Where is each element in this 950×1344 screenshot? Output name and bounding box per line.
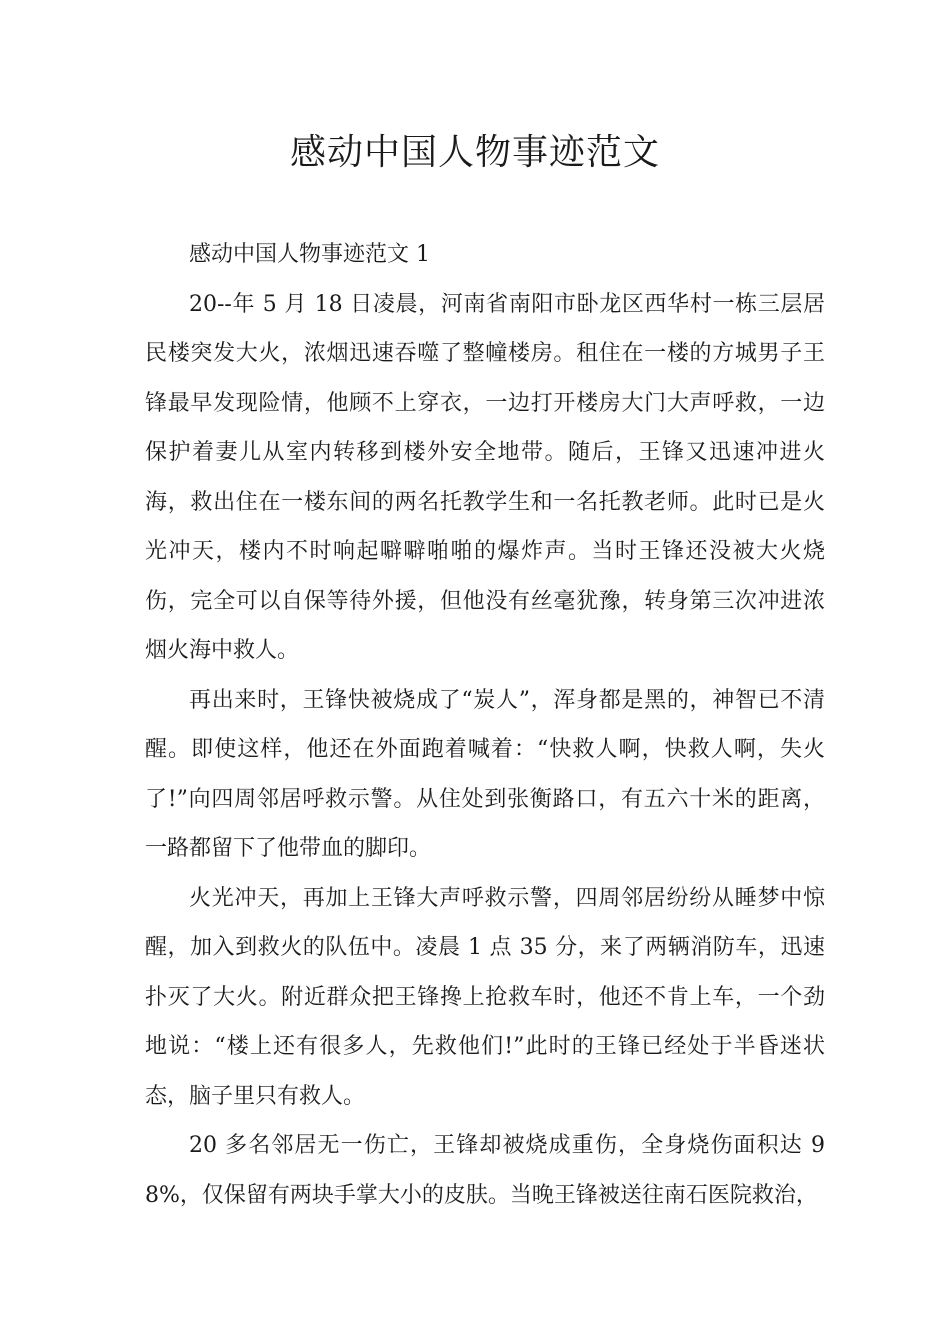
paragraph: 火光冲天，再加上王锋大声呼救示警，四周邻居纷纷从睡梦中惊醒，加入到救火的队伍中。凌晨 1 点 35 分，来了两辆消防车，迅速扑灭了大火。附近群众把王锋搀上抢救车时，他还不肯上车，一个劲地说：“楼上还有很多人，先救他们!”此时的王锋已经处于半昏迷状态，脑子里只有救人。 xyxy=(145,885,825,1109)
paragraph: 20 多名邻居无一伤亡，王锋却被烧成重伤，全身烧伤面积达 98%，仅保留有两块手掌大小的皮肤。当晚王锋被送往南石医院救治， xyxy=(145,1133,825,1208)
section-heading: 感动中国人物事迹范文 1 xyxy=(189,242,430,267)
paragraph: 20--年 5 月 18 日凌晨，河南省南阳市卧龙区西华村一栋三层居民楼突发大火，浓烟迅速吞噬了整幢楼房。租住在一楼的方城男子王锋最早发现险情，他顾不上穿衣，一边打开楼房大门大声呼救，一边保护着妻儿从室内转移到楼外安全地带。随后，王锋又迅速冲进火海，救出住在一楼东间的两名托教学生和一名托教老师。此时已是火光冲天，楼内不时响起噼噼啪啪的爆炸声。当时王锋还没被大火烧伤，完全可以自保等待外援，但他没有丝毫犹豫，转身第三次冲进浓烟火海中救人。 xyxy=(145,291,825,663)
document-body xyxy=(145,230,825,1220)
paragraph: 再出来时，王锋快被烧成了“炭人”，浑身都是黑的，神智已不清醒。即使这样，他还在外面跑着喊着：“快救人啊，快救人啊，失火了!”向四周邻居呼救示警。从住处到张衡路口，有五六十米的距离，一路都留下了他带血的脚印。 xyxy=(145,687,825,861)
document-title: 感动中国人物事迹范文 xyxy=(289,132,660,173)
